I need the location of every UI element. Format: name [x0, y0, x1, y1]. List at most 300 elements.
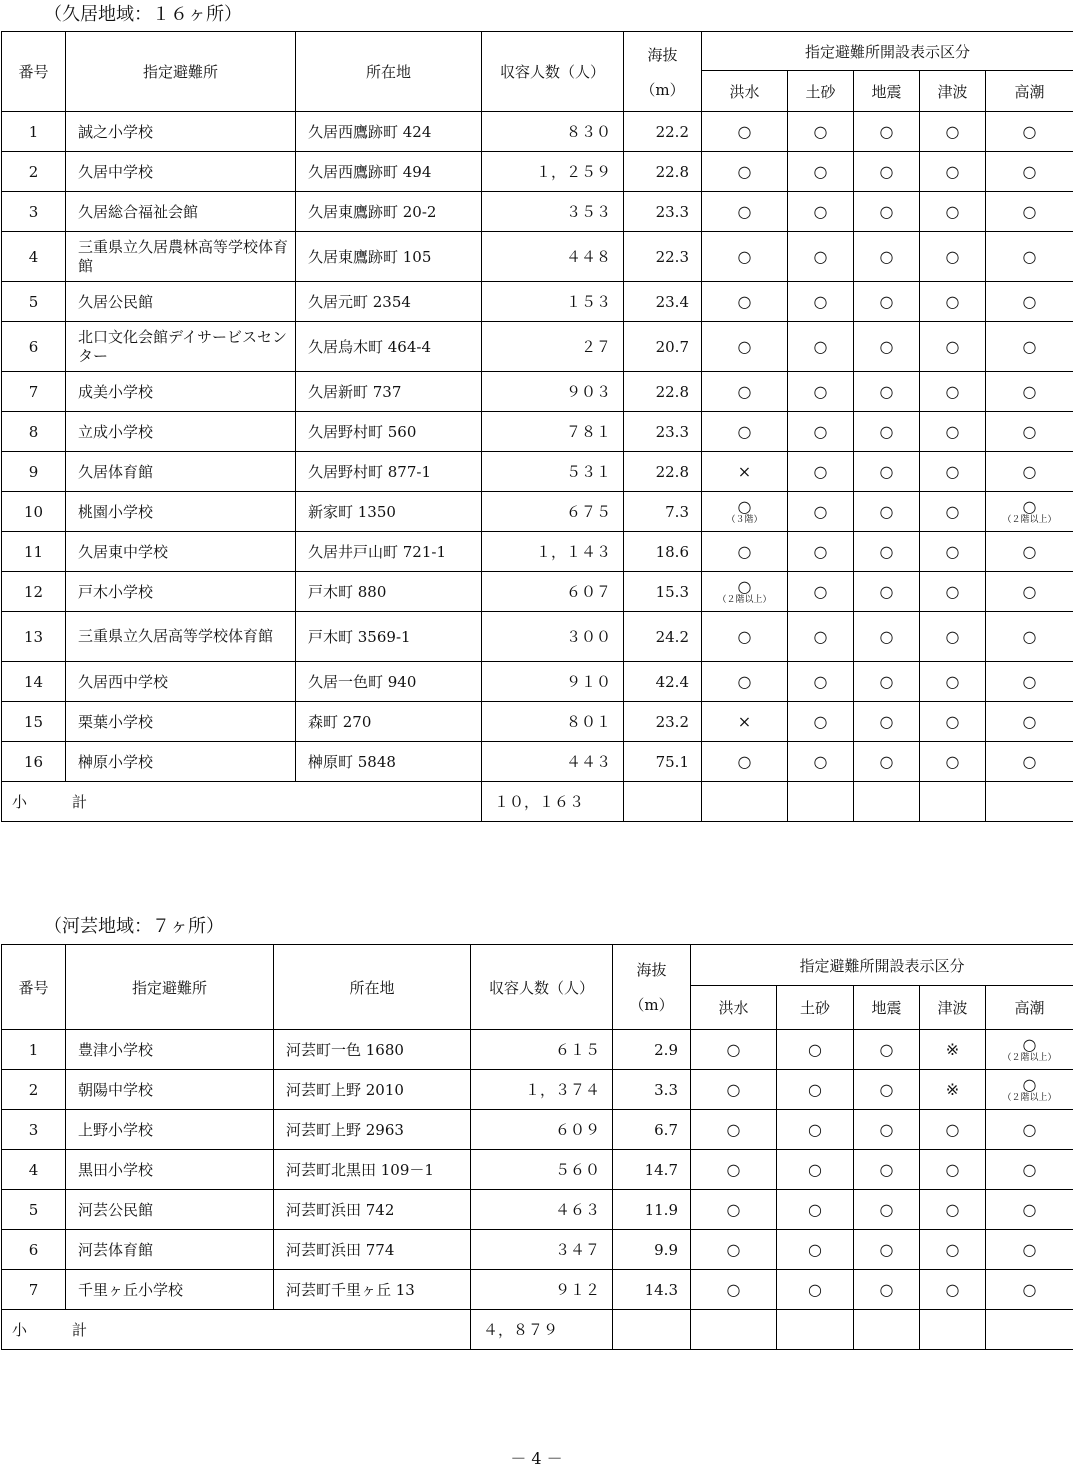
cell-mark	[788, 152, 854, 192]
table-row	[2, 192, 1073, 232]
cell-address: 河芸町千里ヶ丘 13	[274, 1270, 471, 1310]
subtotal-empty-cell	[777, 1310, 854, 1350]
cell-name: 久居東中学校	[66, 532, 296, 572]
cell-elevation: 22.8	[624, 152, 702, 192]
header-address: 所在地	[274, 945, 471, 1030]
cell-mark	[854, 452, 920, 492]
table-row	[2, 1150, 1073, 1190]
cell-no: 15	[2, 702, 66, 742]
mark-symbol: ○	[879, 337, 894, 356]
cell-mark	[986, 1190, 1073, 1230]
cell-address: 森町 270	[296, 702, 482, 742]
cell-elevation: 22.2	[624, 112, 702, 152]
cell-mark	[986, 532, 1073, 572]
cell-elevation: 3.3	[613, 1070, 691, 1110]
cell-capacity: ３５３	[482, 192, 624, 232]
mark-symbol: ○	[808, 1160, 822, 1179]
table-row	[2, 1230, 1073, 1270]
cell-elevation: 22.3	[624, 232, 702, 282]
mark-symbol: ○	[945, 502, 960, 521]
cell-mark	[788, 282, 854, 322]
mark-symbol: ○	[945, 382, 960, 401]
cell-elevation: 23.2	[624, 702, 702, 742]
mark-symbol: ○	[945, 582, 960, 601]
mark-symbol: ○	[1022, 1240, 1037, 1259]
cell-mark	[920, 662, 986, 702]
header-category: 津波	[920, 986, 986, 1030]
cell-mark	[691, 1030, 777, 1070]
mark-symbol: ○	[737, 382, 752, 401]
cell-name: 北口文化会館デイサービスセンター	[66, 322, 296, 372]
cell-mark	[702, 702, 788, 742]
header-category: 地震	[854, 71, 920, 112]
cell-elevation: 18.6	[624, 532, 702, 572]
cell-capacity: ２７	[482, 322, 624, 372]
table-row	[2, 662, 1073, 702]
cell-mark	[986, 702, 1073, 742]
mark-symbol: ○	[726, 1280, 741, 1299]
cell-address: 榊原町 5848	[296, 742, 482, 782]
cell-mark	[920, 532, 986, 572]
header-elevation-unit: （m）	[629, 996, 674, 1014]
cell-name: 黒田小学校	[66, 1150, 274, 1190]
cell-address: 戸木町 880	[296, 572, 482, 612]
mark-symbol: ○	[726, 1120, 741, 1139]
subtotal-empty-cell	[613, 1310, 691, 1350]
mark-symbol: ○	[879, 1240, 894, 1259]
cell-capacity: １，２５９	[482, 152, 624, 192]
cell-mark	[702, 322, 788, 372]
cell-mark	[788, 322, 854, 372]
mark-symbol: ○	[813, 292, 828, 311]
cell-mark	[854, 152, 920, 192]
mark-symbol: ○	[879, 1280, 894, 1299]
table-row	[2, 1190, 1073, 1230]
header-elevation	[613, 945, 691, 1030]
header-category: 洪水	[702, 71, 788, 112]
cell-mark	[702, 192, 788, 232]
cell-mark	[920, 112, 986, 152]
cell-address: 久居野村町 877-1	[296, 452, 482, 492]
cell-address: 河芸町上野 2010	[274, 1070, 471, 1110]
mark-note: （２階以上）	[1002, 1052, 1057, 1063]
cell-no: 2	[2, 1070, 66, 1110]
cell-mark	[854, 1150, 920, 1190]
cell-mark	[920, 192, 986, 232]
cell-address: 久居西鷹跡町 424	[296, 112, 482, 152]
cell-capacity: ３００	[482, 612, 624, 662]
section-title-kawage: （河芸地域：７ヶ所）	[44, 916, 224, 937]
cell-mark	[854, 742, 920, 782]
cell-mark	[986, 1230, 1073, 1270]
cell-mark	[986, 112, 1073, 152]
cell-mark	[986, 412, 1073, 452]
cell-name: 久居体育館	[66, 452, 296, 492]
subtotal-empty-cell	[854, 1310, 920, 1350]
mark-symbol: ○	[1022, 712, 1037, 731]
table-row	[2, 152, 1073, 192]
mark-symbol: ○	[808, 1040, 822, 1059]
cell-mark	[986, 1270, 1073, 1310]
mark-symbol: ○	[945, 1160, 960, 1179]
table-row	[2, 742, 1073, 782]
mark-symbol: ○	[808, 1120, 822, 1139]
mark-symbol: ○	[813, 382, 828, 401]
cell-mark	[702, 372, 788, 412]
cell-no: 1	[2, 1030, 66, 1070]
cell-address: 河芸町北黒田 109－1	[274, 1150, 471, 1190]
cell-mark	[920, 452, 986, 492]
cell-address: 河芸町浜田 774	[274, 1230, 471, 1270]
mark-symbol: ○	[945, 542, 960, 561]
mark-symbol: ○	[945, 1120, 960, 1139]
cell-name: 豊津小学校	[66, 1030, 274, 1070]
cell-address: 久居新町 737	[296, 372, 482, 412]
mark-symbol: ○	[726, 1160, 741, 1179]
cell-address: 久居一色町 940	[296, 662, 482, 702]
cell-mark	[986, 742, 1073, 782]
mark-symbol: ○	[879, 292, 894, 311]
mark-symbol: ○	[1022, 422, 1037, 441]
header-name: 指定避難所	[66, 945, 274, 1030]
table-row	[2, 492, 1073, 532]
table-row	[2, 612, 1073, 662]
mark-symbol: ○	[737, 247, 752, 266]
cell-elevation: 22.8	[624, 452, 702, 492]
cell-no: 12	[2, 572, 66, 612]
cell-elevation: 9.9	[613, 1230, 691, 1270]
mark-symbol: ○	[1022, 292, 1037, 311]
cell-mark	[702, 112, 788, 152]
cell-mark	[920, 1190, 986, 1230]
table-row	[2, 1030, 1073, 1070]
mark-symbol: ※	[945, 1080, 960, 1099]
mark-symbol: ○	[813, 712, 828, 731]
cell-mark	[788, 452, 854, 492]
cell-mark	[702, 742, 788, 782]
mark-symbol: ○	[737, 672, 752, 691]
header-category-group: 指定避難所開設表示区分	[702, 32, 1073, 71]
cell-mark	[691, 1110, 777, 1150]
cell-no: 9	[2, 452, 66, 492]
mark-symbol: ○	[737, 576, 752, 596]
cell-mark	[777, 1110, 854, 1150]
cell-mark	[788, 702, 854, 742]
mark-symbol: ○	[879, 1200, 894, 1219]
cell-mark	[854, 1190, 920, 1230]
cell-mark	[986, 492, 1073, 532]
mark-symbol: ○	[808, 1080, 822, 1099]
cell-elevation: 2.9	[613, 1030, 691, 1070]
cell-name: 久居総合福祉会館	[66, 192, 296, 232]
mark-symbol: ○	[813, 627, 828, 646]
cell-address: 新家町 1350	[296, 492, 482, 532]
mark-symbol: ○	[813, 462, 828, 481]
cell-mark	[920, 492, 986, 532]
header-category: 土砂	[777, 986, 854, 1030]
cell-mark	[788, 742, 854, 782]
cell-mark	[702, 572, 788, 612]
table-row	[2, 372, 1073, 412]
mark-symbol: ○	[813, 582, 828, 601]
cell-mark	[788, 662, 854, 702]
mark-symbol: ×	[737, 462, 752, 481]
cell-mark	[986, 152, 1073, 192]
cell-mark	[920, 282, 986, 322]
cell-name: 誠之小学校	[66, 112, 296, 152]
cell-capacity: ９１０	[482, 662, 624, 702]
cell-no: 4	[2, 1150, 66, 1190]
cell-mark	[854, 702, 920, 742]
header-category-group: 指定避難所開設表示区分	[691, 945, 1073, 986]
cell-capacity: ６１５	[471, 1030, 613, 1070]
table-row	[2, 532, 1073, 572]
mark-symbol: ○	[1022, 462, 1037, 481]
mark-symbol: ○	[945, 292, 960, 311]
mark-symbol: ○	[813, 752, 828, 771]
cell-elevation: 42.4	[624, 662, 702, 702]
cell-mark	[854, 532, 920, 572]
cell-elevation: 14.7	[613, 1150, 691, 1190]
subtotal-empty-cell	[854, 782, 920, 822]
mark-symbol: ○	[879, 672, 894, 691]
header-elevation-unit: （m）	[640, 80, 685, 99]
cell-capacity: ６７５	[482, 492, 624, 532]
cell-elevation: 23.3	[624, 412, 702, 452]
cell-mark	[691, 1230, 777, 1270]
header-category: 高潮	[986, 986, 1073, 1030]
shelter-table-hisai	[1, 31, 1073, 822]
cell-no: 6	[2, 322, 66, 372]
cell-capacity: ４６３	[471, 1190, 613, 1230]
subtotal-empty-cell	[920, 1310, 986, 1350]
cell-mark	[986, 612, 1073, 662]
subtotal-empty-cell	[788, 782, 854, 822]
mark-symbol: ○	[813, 337, 828, 356]
cell-name: 上野小学校	[66, 1110, 274, 1150]
mark-symbol: ○	[1022, 672, 1037, 691]
mark-symbol: ○	[737, 292, 752, 311]
cell-elevation: 15.3	[624, 572, 702, 612]
cell-mark	[788, 232, 854, 282]
mark-symbol: ○	[726, 1080, 741, 1099]
cell-mark	[854, 1070, 920, 1110]
subtotal-value: ４，８７９	[471, 1310, 613, 1350]
cell-name: 桃園小学校	[66, 492, 296, 532]
cell-mark	[920, 412, 986, 452]
cell-mark	[854, 282, 920, 322]
mark-symbol: ○	[879, 1040, 894, 1059]
cell-no: 7	[2, 372, 66, 412]
mark-symbol: ○	[1022, 122, 1037, 141]
mark-symbol: ○	[945, 247, 960, 266]
header-category: 高潮	[986, 71, 1073, 112]
subtotal-label: 小 計	[2, 1310, 471, 1350]
cell-elevation: 11.9	[613, 1190, 691, 1230]
cell-mark	[788, 492, 854, 532]
cell-address: 久居西鷹跡町 494	[296, 152, 482, 192]
cell-mark	[777, 1070, 854, 1110]
cell-mark	[920, 1230, 986, 1270]
cell-mark	[854, 322, 920, 372]
cell-address: 久居井戸山町 721-1	[296, 532, 482, 572]
cell-mark	[854, 232, 920, 282]
cell-mark	[777, 1190, 854, 1230]
cell-name: 立成小学校	[66, 412, 296, 452]
mark-symbol: ○	[945, 672, 960, 691]
mark-symbol: ○	[808, 1240, 822, 1259]
mark-symbol: ○	[879, 627, 894, 646]
mark-symbol: ○	[813, 502, 828, 521]
cell-capacity: １，１４３	[482, 532, 624, 572]
cell-elevation: 20.7	[624, 322, 702, 372]
cell-elevation: 24.2	[624, 612, 702, 662]
mark-symbol: ○	[945, 1240, 960, 1259]
cell-no: 13	[2, 612, 66, 662]
cell-mark	[702, 492, 788, 532]
mark-symbol: ○	[879, 162, 894, 181]
table-row	[2, 1110, 1073, 1150]
cell-mark	[854, 572, 920, 612]
cell-no: 1	[2, 112, 66, 152]
mark-symbol: ○	[879, 712, 894, 731]
header-elevation-label: 海抜	[647, 45, 678, 64]
cell-name: 三重県立久居農林高等学校体育館	[66, 232, 296, 282]
cell-mark	[986, 322, 1073, 372]
cell-no: 5	[2, 1190, 66, 1230]
mark-symbol: ○	[813, 122, 828, 141]
header-elevation	[624, 32, 702, 112]
cell-mark	[788, 412, 854, 452]
cell-no: 5	[2, 282, 66, 322]
cell-capacity: ７８１	[482, 412, 624, 452]
mark-symbol: ○	[813, 162, 828, 181]
mark-symbol: ○	[879, 122, 894, 141]
cell-mark	[986, 1030, 1073, 1070]
cell-mark	[691, 1150, 777, 1190]
mark-note: （３階）	[726, 514, 763, 525]
cell-capacity: ３４７	[471, 1230, 613, 1270]
subtotal-row	[2, 782, 1073, 822]
cell-address: 河芸町上野 2963	[274, 1110, 471, 1150]
cell-no: 11	[2, 532, 66, 572]
cell-capacity: ６０７	[482, 572, 624, 612]
header-category: 津波	[920, 71, 986, 112]
cell-no: 16	[2, 742, 66, 782]
mark-symbol: ○	[737, 496, 752, 516]
header-capacity: 収容人数（人）	[482, 32, 624, 112]
cell-capacity: １，３７４	[471, 1070, 613, 1110]
cell-mark	[854, 662, 920, 702]
cell-address: 久居東鷹跡町 105	[296, 232, 482, 282]
mark-symbol: ○	[737, 337, 752, 356]
cell-no: 7	[2, 1270, 66, 1310]
cell-mark	[920, 1030, 986, 1070]
mark-symbol: ○	[1022, 627, 1037, 646]
mark-note: （２階以上）	[717, 594, 772, 605]
cell-mark	[777, 1030, 854, 1070]
mark-symbol: ○	[879, 462, 894, 481]
mark-symbol: ○	[737, 122, 752, 141]
cell-mark	[854, 612, 920, 662]
mark-symbol: ○	[879, 1120, 894, 1139]
cell-mark	[777, 1270, 854, 1310]
cell-mark	[854, 412, 920, 452]
header-row	[2, 945, 1073, 986]
subtotal-empty-cell	[986, 782, 1073, 822]
subtotal-empty-cell	[691, 1310, 777, 1350]
cell-mark	[854, 492, 920, 532]
mark-symbol: ○	[813, 247, 828, 266]
cell-mark	[788, 532, 854, 572]
cell-mark	[702, 232, 788, 282]
cell-name: 河芸体育館	[66, 1230, 274, 1270]
cell-mark	[702, 532, 788, 572]
mark-symbol: ○	[1022, 1280, 1037, 1299]
cell-mark	[986, 662, 1073, 702]
cell-mark	[920, 1070, 986, 1110]
header-category: 洪水	[691, 986, 777, 1030]
cell-mark	[920, 232, 986, 282]
mark-symbol: ○	[1022, 752, 1037, 771]
cell-capacity: ５６０	[471, 1150, 613, 1190]
mark-symbol: ○	[737, 542, 752, 561]
cell-elevation: 23.3	[624, 192, 702, 232]
cell-mark	[788, 112, 854, 152]
mark-symbol: ○	[879, 542, 894, 561]
mark-symbol: ○	[1022, 337, 1037, 356]
mark-symbol: ○	[737, 202, 752, 221]
header-row	[2, 32, 1073, 71]
cell-address: 久居元町 2354	[296, 282, 482, 322]
cell-name: 河芸公民館	[66, 1190, 274, 1230]
cell-mark	[920, 572, 986, 612]
cell-mark	[920, 742, 986, 782]
mark-note: （２階以上）	[1002, 514, 1057, 525]
cell-address: 河芸町浜田 742	[274, 1190, 471, 1230]
cell-mark	[920, 322, 986, 372]
cell-mark	[702, 412, 788, 452]
mark-symbol: ○	[1022, 582, 1037, 601]
mark-symbol: ○	[945, 202, 960, 221]
shelter-table-kawage	[1, 944, 1073, 1350]
cell-mark	[986, 1110, 1073, 1150]
cell-mark	[788, 192, 854, 232]
cell-elevation: 75.1	[624, 742, 702, 782]
cell-no: 14	[2, 662, 66, 702]
mark-symbol: ○	[945, 627, 960, 646]
cell-capacity: ６０９	[471, 1110, 613, 1150]
cell-address: 久居野村町 560	[296, 412, 482, 452]
mark-symbol: ○	[879, 247, 894, 266]
cell-name: 成美小学校	[66, 372, 296, 412]
header-category: 土砂	[788, 71, 854, 112]
cell-mark	[986, 282, 1073, 322]
cell-name: 久居中学校	[66, 152, 296, 192]
mark-symbol: ○	[879, 502, 894, 521]
header-name: 指定避難所	[66, 32, 296, 112]
cell-no: 3	[2, 1110, 66, 1150]
header-elevation-label: 海抜	[636, 961, 667, 979]
cell-capacity: ９１２	[471, 1270, 613, 1310]
table-row	[2, 1070, 1073, 1110]
mark-symbol: ○	[737, 162, 752, 181]
cell-capacity: ８３０	[482, 112, 624, 152]
cell-capacity: １５３	[482, 282, 624, 322]
mark-symbol: ○	[737, 752, 752, 771]
mark-symbol: ○	[1022, 1160, 1037, 1179]
header-capacity: 収容人数（人）	[471, 945, 613, 1030]
